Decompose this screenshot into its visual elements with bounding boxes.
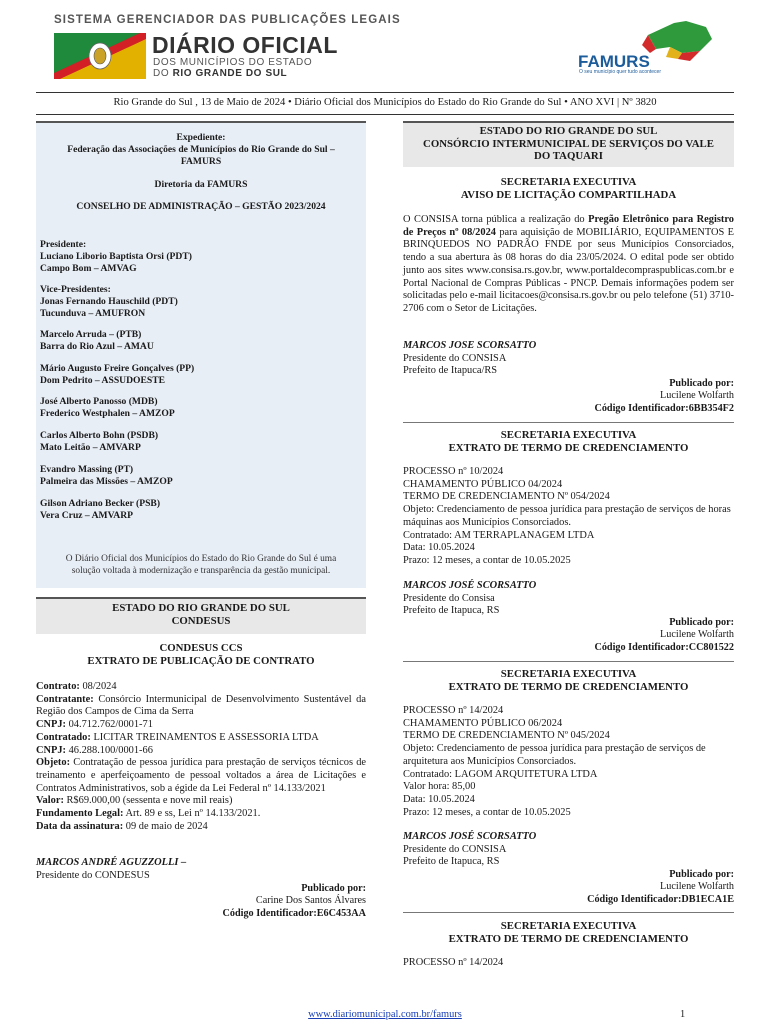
extrato2-line-3: TERMO DE CREDENCIAMENTO Nº 054/2024	[403, 491, 610, 503]
condesus-code-label: Código Identificador:	[222, 907, 317, 919]
condesus-body	[36, 681, 366, 833]
federation-acronym: FAMURS	[180, 156, 222, 167]
extrato3-code-label: Código Identificador:	[587, 893, 682, 905]
extrato3-line-6: Valor hora: 85,00	[403, 781, 476, 793]
extrato3-signature	[403, 831, 734, 869]
extrato2-line-2: CHAMAMENTO PÚBLICO 04/2024	[403, 478, 563, 490]
extrato3-published	[403, 869, 734, 906]
extrato2-line-1: PROCESSO nº 10/2024	[403, 466, 504, 477]
extrato3-line-3: TERMO DE CREDENCIAMENTO Nº 045/2024	[403, 730, 610, 742]
data-assinatura-value: 09 de maio de 2024	[123, 820, 208, 832]
aviso1-role-1: Presidente do CONSISA	[403, 352, 507, 364]
cnpj2-value: 46.288.100/0001-66	[66, 744, 153, 756]
extrato2-pub-name: Lucilene Wolfarth	[660, 629, 734, 641]
extrato2-signer: MARCOS JOSÉ SCORSATTO	[403, 580, 537, 591]
fundamento-value: Art. 89 e ss, Lei nº 14.133/2021.	[123, 808, 261, 820]
vice-label: Vice-Presidentes:	[40, 284, 111, 295]
extrato2-role-2: Prefeito de Itapuca, RS	[403, 605, 500, 617]
condesus-org: CONDESUS	[171, 614, 231, 627]
extrato2-code-value: CC801522	[688, 641, 734, 653]
contratante-value: Consórcio Intermunicipal de Desenvolvimento Sustentável da Região dos Campos de Cima da Serra	[36, 693, 366, 718]
extrato2-body	[403, 466, 734, 568]
extrato3-code-value: DB1ECA1E	[681, 893, 734, 905]
extrato3-pub-name: Lucilene Wolfarth	[660, 881, 734, 893]
extrato4-line-1: PROCESSO nº 14/2024	[403, 957, 504, 968]
extrato2-role-1: Presidente do Consisa	[403, 592, 495, 604]
note-line-1: O Diário Oficial dos Municípios do Estado do Rio Grande do Sul é uma	[65, 554, 337, 564]
presidente-label: Presidente:	[40, 239, 87, 250]
extrato2-line-4: Objeto: Credenciamento de pessoa jurídica para prestação de serviços de horas máquinas aos Municípios Consorciados.	[403, 504, 731, 528]
contratante-label: Contratante:	[36, 693, 94, 705]
extrato2-line-6: Data: 10.05.2024	[403, 542, 475, 554]
page-number: 1	[680, 1009, 686, 1020]
expediente-box	[36, 121, 366, 588]
diario-subtitle-1: DOS MUNICÍPIOS DO ESTADO	[153, 57, 313, 68]
extrato2-pub-label: Publicado por:	[669, 617, 734, 628]
conselho-label: CONSELHO DE ADMINISTRAÇÃO – GESTÃO 2023/2024	[76, 201, 326, 212]
extrato3-line-5: Contratado: LAGOM ARQUITETURA LTDA	[403, 768, 598, 780]
condesus-pub-label: Publicado por:	[301, 883, 366, 894]
member3-city: Frederico Westphalen – AMZOP	[40, 408, 175, 419]
condesus-title	[36, 642, 366, 667]
extrato3-line-8: Prazo: 12 meses, a contar de 10.05.2025	[403, 806, 571, 818]
aviso1-signer: MARCOS JOSE SCORSATTO	[403, 340, 537, 351]
diario-title: DIÁRIO OFICIAL	[152, 32, 338, 58]
divider	[403, 912, 734, 913]
cnpj2-label: CNPJ:	[36, 744, 67, 756]
extrato3-title-2: EXTRATO DE TERMO DE CREDENCIAMENTO	[448, 680, 689, 693]
contratado-value: LICITAR TREINAMENTOS E ASSESSORIA LTDA	[90, 731, 319, 743]
condesus-title-1: CONDESUS CCS	[159, 642, 243, 654]
extrato3-title-1: SECRETARIA EXECUTIVA	[500, 668, 637, 680]
member2-name: Mário Augusto Freire Gonçalves (PP)	[40, 363, 195, 374]
expediente-label: Expediente:	[176, 132, 226, 143]
condesus-header	[36, 597, 366, 634]
aviso1-title	[403, 176, 734, 201]
extrato4-body	[403, 957, 734, 970]
famurs-wordmark: FAMURS	[578, 52, 650, 71]
aviso1-code-value: 6BB354F2	[688, 402, 734, 414]
member5-city: Palmeira das Missões – AMZOP	[40, 476, 173, 487]
extrato4-title-2: EXTRATO DE TERMO DE CREDENCIAMENTO	[448, 932, 689, 945]
extrato2-code-label: Código Identificador:	[594, 641, 689, 653]
condesus-pub-name: Carine Dos Santos Álvares	[255, 895, 366, 907]
note-line-2: solução voltada à modernização e transparência da gestão municipal.	[71, 566, 331, 576]
condesus-published	[36, 883, 366, 920]
vice1-city: Tucunduva – AMUFRON	[40, 308, 146, 319]
header-rule-bottom	[36, 114, 734, 115]
issue-line: Rio Grande do Sul , 13 de Maio de 2024 • Diário Oficial dos Municípios do Estado do Rio Grande do Sul • ANO XVI | Nº 3820	[113, 97, 657, 108]
condesus-signer-role: Presidente do CONDESUS	[36, 869, 150, 881]
consisa-org-1: CONSÓRCIO INTERMUNICIPAL DE SERVIÇOS DO VALE	[423, 137, 714, 150]
objeto-label: Objeto:	[36, 757, 71, 769]
extrato3-role-2: Prefeito de Itapuca, RS	[403, 856, 500, 868]
aviso1-code-label: Código Identificador:	[594, 402, 689, 414]
consisa-state: ESTADO DO RIO GRANDE DO SUL	[479, 125, 658, 137]
aviso1-pub-label: Publicado por:	[669, 378, 734, 389]
member6-city: Vera Cruz – AMVARP	[40, 510, 133, 521]
condesus-code-value: E6C453AA	[316, 907, 366, 919]
presidente-name: Luciano Liborio Baptista Orsi (PDT)	[40, 251, 192, 262]
condesus-title-2: EXTRATO DE PUBLICAÇÃO DE CONTRATO	[87, 654, 315, 667]
divider	[403, 661, 734, 662]
extrato2-line-7: Prazo: 12 meses, a contar de 10.05.2025	[403, 554, 571, 566]
cnpj1-value: 04.712.762/0001-71	[66, 719, 153, 731]
extrato3-line-1: PROCESSO nº 14/2024	[403, 705, 504, 716]
valor-label: Valor:	[36, 795, 64, 807]
extrato3-body	[403, 705, 734, 819]
aviso1-pub-name: Lucilene Wolfarth	[660, 390, 734, 402]
member4-city: Mato Leitão – AMVARP	[40, 442, 141, 453]
rs-flag-icon	[54, 33, 146, 79]
data-assinatura-label: Data da assinatura:	[36, 820, 124, 832]
extrato4-title	[403, 920, 734, 945]
extrato2-title-2: EXTRATO DE TERMO DE CREDENCIAMENTO	[448, 441, 689, 454]
diretoria-label: Diretoria da FAMURS	[154, 179, 248, 190]
extrato4-title-1: SECRETARIA EXECUTIVA	[500, 920, 637, 932]
contrato-label: Contrato:	[36, 681, 80, 692]
divider	[403, 422, 734, 423]
consisa-org-2: DO TAQUARI	[534, 150, 603, 162]
cnpj1-label: CNPJ:	[36, 719, 67, 731]
condesus-signer: MARCOS ANDRÉ AGUZZOLLI –	[36, 857, 187, 868]
extrato3-pub-label: Publicado por:	[669, 869, 734, 880]
aviso1-published	[403, 378, 734, 415]
presidente-city: Campo Bom – AMVAG	[40, 263, 137, 274]
valor-value: R$69.000,00 (sessenta e nove mil reais)	[63, 795, 233, 807]
extrato3-role-1: Presidente do CONSISA	[403, 843, 507, 855]
extrato2-title-1: SECRETARIA EXECUTIVA	[500, 429, 637, 441]
member3-name: José Alberto Panosso (MDB)	[40, 396, 158, 407]
extrato3-line-2: CHAMAMENTO PÚBLICO 06/2024	[403, 717, 563, 729]
contratado-label: Contratado:	[36, 731, 91, 743]
member4-name: Carlos Alberto Bohn (PSDB)	[40, 430, 159, 441]
extrato3-line-7: Data: 10.05.2024	[403, 793, 475, 805]
extrato2-line-5: Contratado: AM TERRAPLANAGEM LTDA	[403, 529, 595, 541]
extrato2-title	[403, 429, 734, 454]
consisa-header	[403, 121, 734, 167]
aviso1-signature	[403, 340, 734, 378]
member6-name: Gilson Adriano Becker (PSB)	[40, 498, 161, 509]
member1-name: Marcelo Arruda – (PTB)	[40, 329, 142, 340]
aviso1-body	[403, 214, 734, 316]
aviso1-text-bold: Pregão Eletrônico para Registro de Preços nº 08/2024	[403, 214, 734, 238]
member2-city: Dom Pedrito – ASSUDOESTE	[40, 375, 165, 386]
subtitle-prefix: DO	[153, 68, 170, 79]
extrato2-published	[403, 617, 734, 654]
contrato-value: 08/2024	[79, 681, 117, 692]
fundamento-label: Fundamento Legal:	[36, 808, 124, 820]
aviso1-role-2: Prefeito de Itapuca/RS	[403, 365, 498, 377]
famurs-tagline: O seu município quer tudo acontecer	[579, 69, 661, 75]
aviso1-text-pre: O CONSISA torna pública a realização do	[403, 214, 589, 225]
system-name: SISTEMA GERENCIADOR DAS PUBLICAÇÕES LEGAIS	[54, 14, 401, 26]
aviso1-text-post: para aquisição de MOBILIÁRIO, EQUIPAMENTOS E BRINQUEDOS NO PADRÃO FNDE por seus Municípios Consorciados, tendo a sua abertura às 08 horas do dia 23/05/2024. O edital pode ser obtido junto aos sites www.consisa.rs.gov.br, www.portaldecompraspublicas.com.br e Portal Nacional de Compras Públicas - PNCP. Demais informações podem ser solicitadas pelo e-mail licitacoes@consisa.rs.gov.br ou pelo telefone (51) 3710-2706 com o Setor de Licitações.	[403, 226, 734, 314]
aviso1-title-2: AVISO DE LICITAÇÃO COMPARTILHADA	[460, 188, 677, 201]
extrato3-signer: MARCOS JOSÉ SCORSATTO	[403, 831, 537, 842]
extrato2-signature	[403, 580, 734, 618]
condesus-signature	[36, 857, 366, 882]
vice1-name: Jonas Fernando Hauschild (PDT)	[40, 296, 178, 307]
footer-link[interactable]: www.diariomunicipal.com.br/famurs	[308, 1009, 462, 1020]
aviso1-title-1: SECRETARIA EXECUTIVA	[500, 176, 637, 188]
extrato3-title	[403, 668, 734, 693]
federation-name: Federação das Associações de Municípios do Rio Grande do Sul –	[67, 144, 335, 155]
member5-name: Evandro Massing (PT)	[40, 464, 134, 475]
condesus-state: ESTADO DO RIO GRANDE DO SUL	[112, 602, 290, 614]
subtitle-bold: RIO GRANDE DO SUL	[172, 68, 288, 79]
extrato3-line-4: Objeto: Credenciamento de pessoa jurídica para prestação de serviços de arquitetura aos Municípios Consorciados.	[403, 743, 706, 767]
header-rule-top	[36, 92, 734, 93]
member1-city: Barra do Rio Azul – AMAU	[40, 341, 154, 352]
diario-subtitle-2	[153, 68, 287, 79]
objeto-value: Contratação de pessoa jurídica para prestação de serviços técnicos de treinamento e aperfeiçoamento de pessoal voltados a área de Licitações e Contratos Administrativos, sob a égide da Lei Federal nº 14.133/2021	[36, 757, 366, 794]
